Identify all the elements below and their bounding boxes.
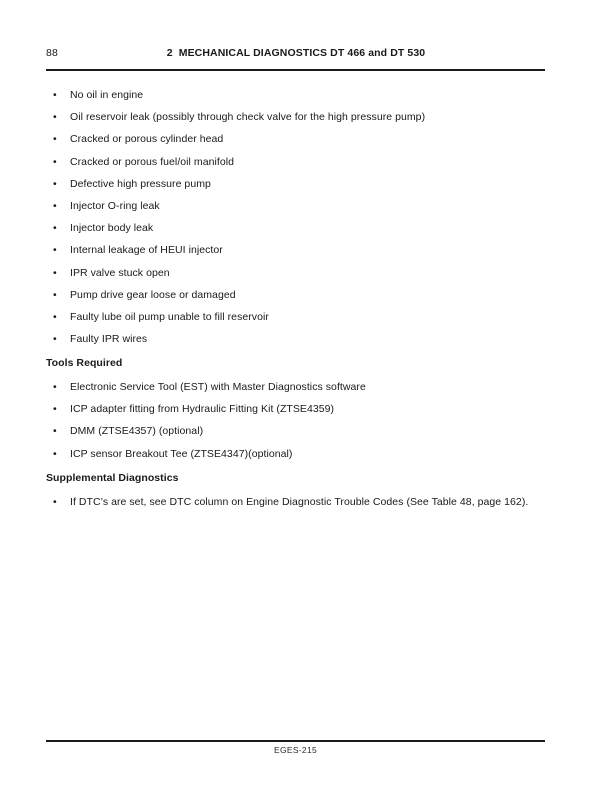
bullet-icon: • bbox=[53, 381, 57, 394]
bullet-icon: • bbox=[53, 425, 57, 438]
tools-required-list bbox=[46, 378, 546, 463]
list-item bbox=[46, 422, 546, 440]
list-item-text: Internal leakage of HEUI injector bbox=[70, 244, 223, 257]
list-item-text: Oil reservoir leak (possibly through check valve for the high pressure pump) bbox=[70, 111, 426, 124]
bullet-icon: • bbox=[53, 133, 57, 146]
bullet-icon: • bbox=[53, 155, 57, 168]
supplemental-diagnostics-heading: Supplemental Diagnostics bbox=[46, 471, 179, 484]
chapter-title: 2 MECHANICAL DIAGNOSTICS DT 466 and DT 530 bbox=[166, 47, 426, 59]
page-content bbox=[46, 86, 546, 515]
list-item-text: DMM (ZTSE4357) (optional) bbox=[70, 425, 204, 438]
list-item bbox=[46, 175, 546, 193]
header-divider bbox=[46, 69, 545, 71]
list-item bbox=[46, 400, 546, 418]
tools-required-heading: Tools Required bbox=[46, 357, 123, 370]
list-item-text: Defective high pressure pump bbox=[70, 177, 211, 190]
list-item bbox=[46, 130, 546, 148]
bullet-icon: • bbox=[53, 288, 57, 301]
list-item bbox=[46, 241, 546, 259]
bullet-icon: • bbox=[53, 89, 57, 101]
page-number: 88 bbox=[46, 47, 59, 59]
bullet-icon: • bbox=[53, 333, 57, 346]
list-item-text: Cracked or porous cylinder head bbox=[70, 133, 224, 146]
possible-causes-list bbox=[46, 86, 546, 348]
bullet-icon: • bbox=[53, 310, 57, 323]
bullet-icon: • bbox=[53, 244, 57, 257]
list-item bbox=[46, 493, 546, 511]
bullet-icon: • bbox=[53, 111, 57, 124]
bullet-icon: • bbox=[53, 199, 57, 212]
list-item-text: ICP adapter fitting from Hydraulic Fitting Kit (ZTSE4359) bbox=[70, 403, 335, 416]
bullet-icon: • bbox=[53, 222, 57, 235]
list-item bbox=[46, 108, 546, 126]
list-item bbox=[46, 445, 546, 463]
list-item bbox=[46, 197, 546, 215]
bullet-icon: • bbox=[53, 266, 57, 279]
supplemental-diagnostics-list bbox=[46, 493, 546, 511]
list-item bbox=[46, 308, 546, 326]
bullet-icon: • bbox=[53, 177, 57, 190]
list-item-text: ICP sensor Breakout Tee (ZTSE4347)(optional) bbox=[70, 447, 293, 460]
list-item bbox=[46, 286, 546, 304]
list-item bbox=[46, 378, 546, 396]
list-item-text: No oil in engine bbox=[70, 89, 144, 101]
footer-document-code: EGES-215 bbox=[273, 745, 318, 755]
list-item bbox=[46, 330, 546, 348]
list-item bbox=[46, 219, 546, 237]
bullet-icon: • bbox=[53, 447, 57, 460]
list-item-text: If DTC’s are set, see DTC column on Engine Diagnostic Trouble Codes (See Table 48, page 162). bbox=[70, 495, 529, 508]
list-item-text: Injector body leak bbox=[70, 222, 154, 235]
footer-divider bbox=[46, 740, 545, 742]
page-header bbox=[46, 46, 546, 66]
list-item-text: Electronic Service Tool (EST) with Master Diagnostics software bbox=[70, 381, 366, 394]
bullet-icon: • bbox=[53, 403, 57, 416]
bullet-icon: • bbox=[53, 495, 57, 508]
list-item-text: IPR valve stuck open bbox=[70, 266, 170, 279]
list-item-text: Injector O-ring leak bbox=[70, 199, 160, 212]
list-item-text: Faulty lube oil pump unable to fill reservoir bbox=[70, 310, 269, 323]
list-item-text: Faulty IPR wires bbox=[70, 333, 148, 346]
list-item-text: Cracked or porous fuel/oil manifold bbox=[70, 155, 234, 168]
list-item bbox=[46, 86, 546, 104]
list-item bbox=[46, 153, 546, 171]
list-item-text: Pump drive gear loose or damaged bbox=[70, 288, 236, 301]
list-item bbox=[46, 264, 546, 282]
